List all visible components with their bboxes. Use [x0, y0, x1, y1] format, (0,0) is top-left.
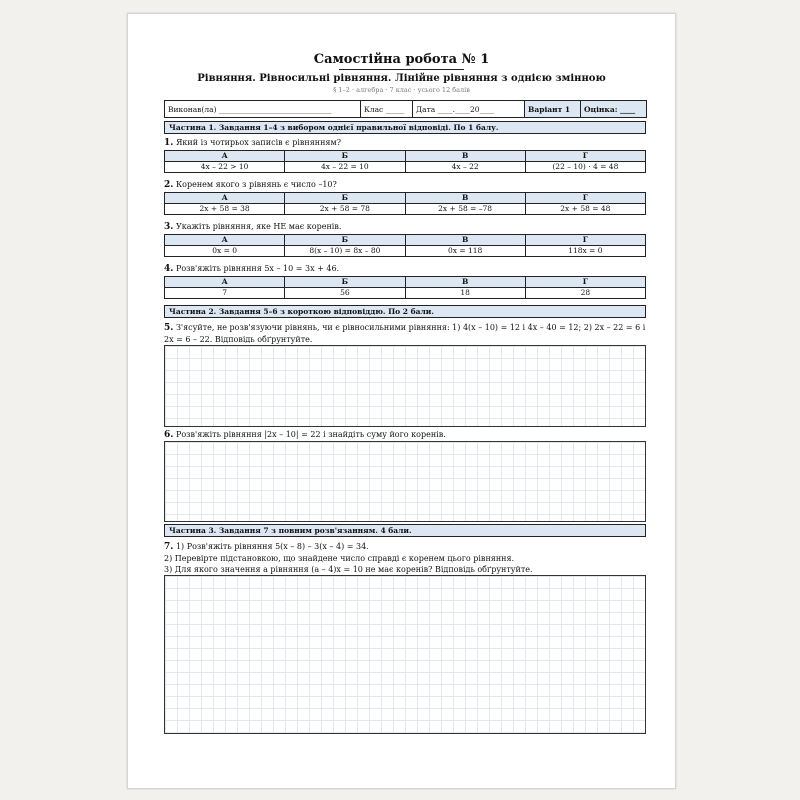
answer-area-q6[interactable] [164, 441, 646, 522]
option-b[interactable]: 56 [285, 288, 405, 299]
option-letter: В [405, 277, 525, 288]
option-v[interactable]: 4x – 22 [405, 162, 525, 173]
options-table-q3 [164, 234, 646, 257]
option-letter: В [405, 151, 525, 162]
option-g[interactable]: 28 [525, 288, 645, 299]
date-field[interactable]: Дата ____.____20____ [413, 101, 525, 118]
option-v[interactable]: 0x = 118 [405, 246, 525, 257]
question-number: 5. [164, 323, 174, 333]
variant-label: Варіант 1 [525, 101, 581, 118]
option-letter: Б [285, 193, 405, 204]
options-table-q4 [164, 276, 646, 299]
question-number: 3. [164, 222, 174, 232]
answer-area-q7[interactable] [164, 575, 646, 734]
option-g[interactable]: 118x = 0 [525, 246, 645, 257]
option-a[interactable]: 7 [165, 288, 285, 299]
question-text: Який із чотирьох записів є рівнянням? [173, 138, 341, 147]
option-a[interactable]: 4x – 22 > 10 [165, 162, 285, 173]
question-1 [164, 137, 646, 149]
option-letter: Б [285, 277, 405, 288]
option-b[interactable]: 4x – 22 = 10 [285, 162, 405, 173]
question-text: 1) Розв'яжіть рівняння 5(x – 8) – 3(x – 4) = 34. [173, 542, 369, 551]
option-v[interactable]: 2x + 58 = –78 [405, 204, 525, 215]
title-underline [339, 69, 464, 70]
question-text: Укажіть рівняння, яке НЕ має коренів. [173, 222, 342, 231]
student-info-table [164, 100, 647, 118]
option-a[interactable]: 2x + 58 = 38 [165, 204, 285, 215]
question-7-line-1 [164, 541, 646, 553]
option-letter: А [165, 151, 285, 162]
option-letter: Г [525, 235, 645, 246]
option-letter: А [165, 193, 285, 204]
grade-field[interactable]: Оцінка: ____ [581, 101, 647, 118]
question-text: Розв'яжіть рівняння |2x – 10| = 22 і знайдіть суму його коренів. [173, 430, 446, 439]
page-title: Самостійна робота № 1 [313, 52, 490, 67]
student-name-field[interactable]: Виконав(ла) ______________________________ [165, 101, 361, 118]
option-letter: Г [525, 193, 645, 204]
section-part3: Частина 3. Завдання 7 з повним розв'язанням. 4 бали. [164, 524, 646, 537]
page-subtitle: Рівняння. Рівносильні рівняння. Лінійне рівняння з однією змінною [197, 73, 606, 84]
question-5 [164, 322, 646, 345]
option-g[interactable]: 2x + 58 = 48 [525, 204, 645, 215]
question-4 [164, 263, 646, 275]
question-number: 6. [164, 430, 174, 440]
question-7-line-2: 2) Перевірте підстановкою, що знайдене число справді є коренем цього рівняння. [164, 554, 515, 563]
option-letter: Б [285, 235, 405, 246]
section-part2: Частина 2. Завдання 5–6 з короткою відповіддю. По 2 бали. [164, 305, 646, 318]
class-field[interactable]: Клас _____ [361, 101, 413, 118]
option-letter: А [165, 277, 285, 288]
option-g[interactable]: (22 – 10) · 4 = 48 [525, 162, 645, 173]
question-7-line-3: 3) Для якого значення a рівняння (a – 4)x = 10 не має коренів? Відповідь обґрунтуйте. [164, 565, 533, 574]
option-letter: В [405, 193, 525, 204]
question-text: З'ясуйте, не розв'язуючи рівнянь, чи є рівносильними рівняння: 1) 4(x – 10) = 12 і 4x – 40 = 12; 2) 2x – 22 = 6 і 2x = 6 – 22. Відповідь обґрунтуйте. [164, 323, 646, 344]
question-6 [164, 429, 646, 441]
page-meta: § 1–2 · алгебра · 7 клас · усього 12 балів [333, 86, 470, 94]
section-part1: Частина 1. Завдання 1–4 з вибором однієї правильної відповіді. По 1 балу. [164, 121, 646, 134]
question-number: 2. [164, 180, 174, 190]
option-b[interactable]: 8(x – 10) = 8x – 80 [285, 246, 405, 257]
question-number: 7. [164, 542, 174, 552]
answer-area-q5[interactable] [164, 345, 646, 427]
question-number: 1. [164, 138, 174, 148]
option-letter: В [405, 235, 525, 246]
option-letter: Б [285, 151, 405, 162]
question-number: 4. [164, 264, 174, 274]
option-b[interactable]: 2x + 58 = 78 [285, 204, 405, 215]
question-text: Розв'яжіть рівняння 5x – 10 = 3x + 46. [173, 264, 340, 273]
options-table-q1 [164, 150, 646, 173]
question-7 [164, 541, 646, 575]
option-letter: Г [525, 277, 645, 288]
question-2 [164, 179, 646, 191]
question-3 [164, 221, 646, 233]
option-v[interactable]: 18 [405, 288, 525, 299]
option-letter: Г [525, 151, 645, 162]
options-table-q2 [164, 192, 646, 215]
option-a[interactable]: 0x = 0 [165, 246, 285, 257]
question-text: Коренем якого з рівнянь є число –10? [173, 180, 337, 189]
option-letter: А [165, 235, 285, 246]
worksheet-page [127, 13, 676, 789]
